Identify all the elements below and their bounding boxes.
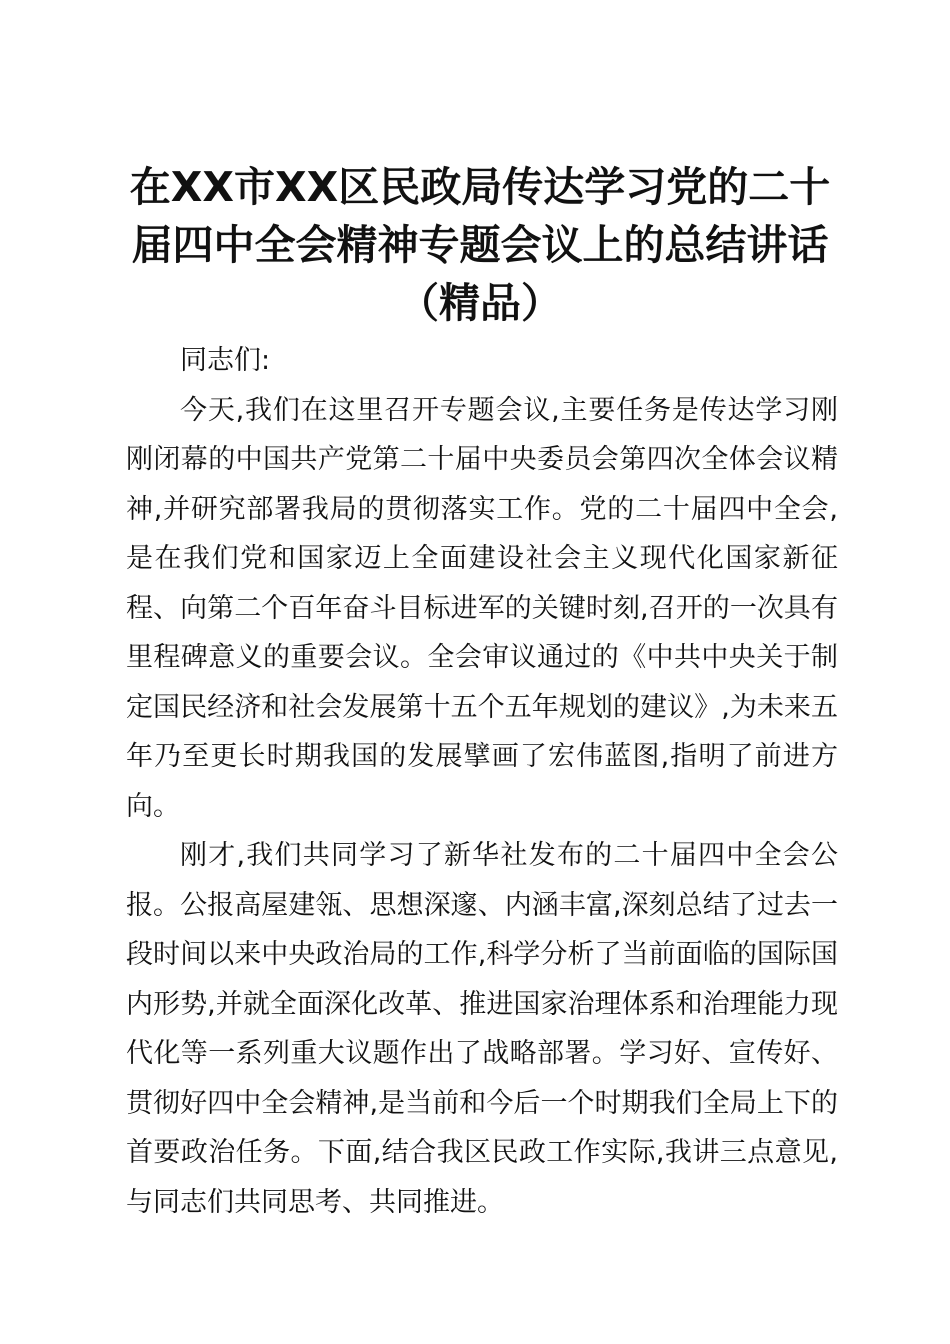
document-body (126, 336, 838, 1227)
body-paragraph-1: 今天,我们在这里召开专题会议,主要任务是传达学习刚刚闭幕的中国共产党第二十届中央委员会第四次全体会议精神,并研究部署我局的贯彻落实工作。党的二十届四中全会,是在我们党和国家迈上全面建设社会主义现代化国家新征程、向第二个百年奋斗目标进军的关键时刻,召开的一次具有里程碑意义的重要会议。全会审议通过的《中共中央关于制定国民经济和社会发展第十五个五年规划的建议》,为未来五年乃至更长时期我国的发展擘画了宏伟蓝图,指明了前进方向。 (126, 394, 838, 822)
document-title: 在XX市XX区民政局传达学习党的二十届四中全会精神专题会议上的总结讲话（精品） (129, 163, 831, 327)
body-paragraph-2: 刚才,我们共同学习了新华社发布的二十届四中全会公报。公报高屋建瓴、思想深邃、内涵丰富,深刻总结了过去一段时间以来中央政治局的工作,科学分析了当前面临的国际国内形势,并就全面深化改革、推进国家治理体系和治理能力现代化等一系列重大议题作出了战略部署。学习好、宣传好、贯彻好四中全会精神,是当前和今后一个时期我们全局上下的首要政治任务。下面,结合我区民政工作实际,我讲三点意见,与同志们共同思考、共同推进。 (126, 840, 838, 1218)
salutation-paragraph: 同志们: (180, 345, 271, 376)
